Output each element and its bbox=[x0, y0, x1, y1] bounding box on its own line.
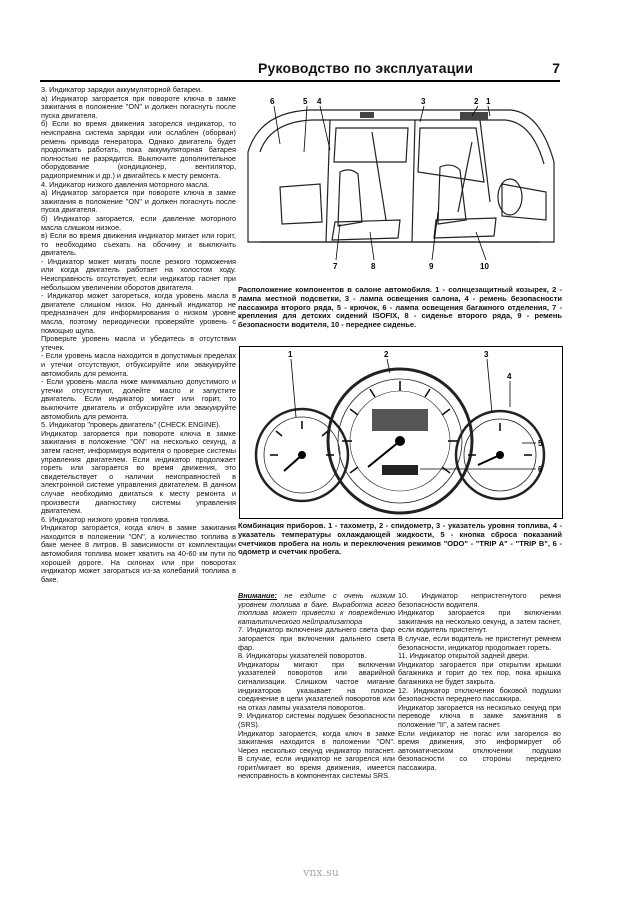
paragraph: Проверьте уровень масла и убедитесь в отсутствии утечек. bbox=[41, 334, 236, 352]
page-header bbox=[40, 60, 560, 82]
paragraph: 12. Индикатор отключения боковой подушки безопасности переднего пассажира. bbox=[398, 685, 561, 704]
paragraph: Индикатор загорается при включении зажигания на несколько секунд, а затем гаснет, если водитель пристегнут. bbox=[398, 608, 561, 635]
page-title: Руководство по эксплуатации bbox=[258, 60, 474, 76]
warning-text: не ездите с очень низким уровнем топлива в баке. Выработка всего топлива может привести к повреждению каталитического нейтрализатора bbox=[238, 592, 395, 626]
paragraph: а) Индикатор загорается при повороте ключа в замке зажигания в положение "ON" и должен погаснуть после пуска двигателя. bbox=[41, 188, 236, 215]
paragraph: 3. Индикатор зарядки аккумуляторной батареи. bbox=[41, 86, 203, 94]
paragraph: 6. Индикатор низкого уровня топлива. bbox=[41, 514, 170, 524]
callout-label: 6 bbox=[270, 97, 275, 106]
callout-label: 3 bbox=[484, 350, 489, 359]
paragraph: 9. Индикатор системы подушек безопасности (SRS). bbox=[238, 711, 395, 729]
paragraph: 10. Индикатор непристегнутого ремня безопасности водителя. bbox=[398, 592, 561, 609]
paragraph: б) Если во время движения загорелся индикатор, то неисправна система зарядки или ослаблен (оборван) ремень привода генератора. Однако двигатель будет продолжать работать, пока аккумуляторная батарея полностью не разрядится. Выключите дополнительное оборудование (кондиционер, вентилятор, радиоприемник и др.) и двигайтесь к месту ремонта. bbox=[41, 119, 236, 180]
paragraph: Индикатор загорается, когда ключ в замке зажигания находится в положении "ON", а количество топлива в баке менее 8 литров. В зависимости от комплектации автомобиля топлива может хватить на 40-60 км пути по хорошей дороге. На склонах или при поворотах индикатор может загораться из-за колебаний топлива в баке. bbox=[41, 523, 236, 584]
paragraph: 4. Индикатор низкого давления моторного масла. bbox=[41, 179, 210, 189]
callout-label: 4 bbox=[507, 372, 512, 381]
middle-column-text bbox=[238, 592, 395, 787]
left-column-text bbox=[41, 86, 236, 786]
callout-label: 7 bbox=[333, 262, 338, 271]
callout-label: 4 bbox=[317, 97, 322, 106]
figure2-caption: Комбинация приборов. 1 - тахометр, 2 - спидометр, 3 - указатель уровня топлива, 4 - указатель температуры охлаждающей жидкости, 5 - кнопка сброса показаний счетчиков пробега на ноль и переключения режимов "ODO" - "TRIP A" - "TRIP B", 6 - одометр и счетчик пробега. bbox=[238, 521, 562, 557]
warning-note bbox=[238, 592, 395, 626]
paragraph: Индикаторы мигают при включении указателей поворотов или аварийной сигнализации. Слишком частое мигание индикаторов указывает на плохое соединение в цепи указателей поворотов или на отказ лампы указателя поворотов. bbox=[238, 659, 395, 712]
callout-label: 5 bbox=[303, 97, 308, 106]
callout-label: 2 bbox=[474, 97, 479, 106]
paragraph: В случае, если водитель не пристегнут ремнем безопасности, индикатор продолжает гореть. bbox=[398, 633, 561, 652]
callout-label: 1 bbox=[288, 350, 293, 359]
callout-label: 2 bbox=[384, 350, 389, 359]
paragraph: 7. Индикатор включения дальнего света фар загорается при включении дальнего света фар. bbox=[238, 625, 395, 652]
paragraph: - Если уровень масла находится в допустимых пределах и утечки отсутствуют, отбуксируйте или эвакуируйте автомобиль для ремонта. bbox=[41, 351, 236, 378]
paragraph: Индикатор загорается при повороте ключа в замке зажигания в положение "ON" на несколько секунд, а затем гаснет, информируя водителя о проверке системы управления двигателем. Если индикатор продолжает гореть или загорается во время движения, это свидетельствует о наличии неисправностей в электронной системе управления двигателем. В данном случае необходимо двигаться к месту ремонта и произвести диагностику системы управления двигателем. bbox=[41, 428, 236, 516]
paragraph: а) Индикатор загорается при повороте ключа в замке зажигания в положение "ON" и должен погаснуть после пуска двигателя. bbox=[41, 93, 236, 120]
paragraph: б) Индикатор загорается, если давление моторного масла слишком низкое. bbox=[41, 213, 236, 232]
footer-watermark: vnx.su bbox=[303, 866, 339, 879]
paragraph: - Если уровень масла ниже минимально допустимого и утечки отсутствуют, долейте масло и запустите двигатель. Если индикатор мигает или горит, то выключите двигатель и отбуксируйте или эвакуируйте автомобиль для ремонта. bbox=[41, 377, 236, 421]
callout-label: 3 bbox=[421, 97, 426, 106]
callout-label: 8 bbox=[371, 262, 376, 271]
paragraph: - Индикатор может загореться, когда уровень масла в двигателе слишком низок. Но данный индикатор не предназначен для информирования о низком уровне масла, поэтому периодически проверяйте уровень с помощью щупа. bbox=[41, 291, 236, 335]
paragraph: в) Если во время движения индикатор мигает или горит, то необходимо съехать на обочину и выключить двигатель. bbox=[41, 231, 236, 258]
paragraph: - Индикатор может мигать после резкого торможения или когда двигатель работает на холостом ходу. Неисправность отсутствует, если индикатор гаснет при небольшом увеличении оборотов двигателя. bbox=[41, 256, 236, 292]
callout-label: 6 bbox=[538, 465, 543, 474]
callout-label: 5 bbox=[538, 439, 543, 448]
paragraph: 5. Индикатор "проверь двигатель" (CHECK ENGINE). bbox=[41, 420, 221, 430]
page-number: 7 bbox=[552, 60, 560, 76]
paragraph: 11. Индикатор открытой задней двери. bbox=[398, 651, 530, 661]
paragraph: Если индикатор не погас или загорелся во время движения, это информирует об автоматическом отключении подушки безопасности со стороны переднего пассажира. bbox=[398, 728, 561, 772]
callout-label: 9 bbox=[429, 262, 434, 271]
figure1-caption: Расположение компонентов в салоне автомобиля. 1 - солнцезащитный козырек, 2 - лампа местной подсветки, 3 - лампа освещения салона, 4 - ремень безопасности пассажира второго ряда, 5 - крючок, 6 - лампа освещения багажного отделения, 7 - крепления для детских сидений ISOFIX, 8 - сиденье второго ряда, 9 - ремень безопасности водителя, 10 - переднее сиденье. bbox=[238, 285, 562, 330]
warning-label: Внимание: bbox=[238, 592, 277, 600]
callout-label: 1 bbox=[486, 97, 491, 106]
paragraph: Индикатор загорается, когда ключ в замке зажигания находится в положении "ON". Через несколько секунд индикатор погаснет. В случае, если индикатор не загорелся или горит/мигает во время движения, имеется неисправность в компонентах системы SRS. bbox=[238, 728, 395, 781]
callout-label: 10 bbox=[480, 262, 489, 271]
paragraph: Индикатор загорается при открытии крышки багажника и горит до тех пор, пока крышка багажника не будет закрыта. bbox=[398, 659, 561, 686]
paragraph: Индикатор загорается на несколько секунд при переводе ключа в замке зажигания в положение "II", а затем гаснет. bbox=[398, 702, 561, 729]
right-column-text bbox=[398, 592, 561, 787]
instrument-cluster-figure bbox=[239, 346, 563, 519]
car-interior-figure bbox=[240, 92, 558, 272]
paragraph: 8. Индикаторы указателей поворотов. bbox=[238, 651, 367, 661]
